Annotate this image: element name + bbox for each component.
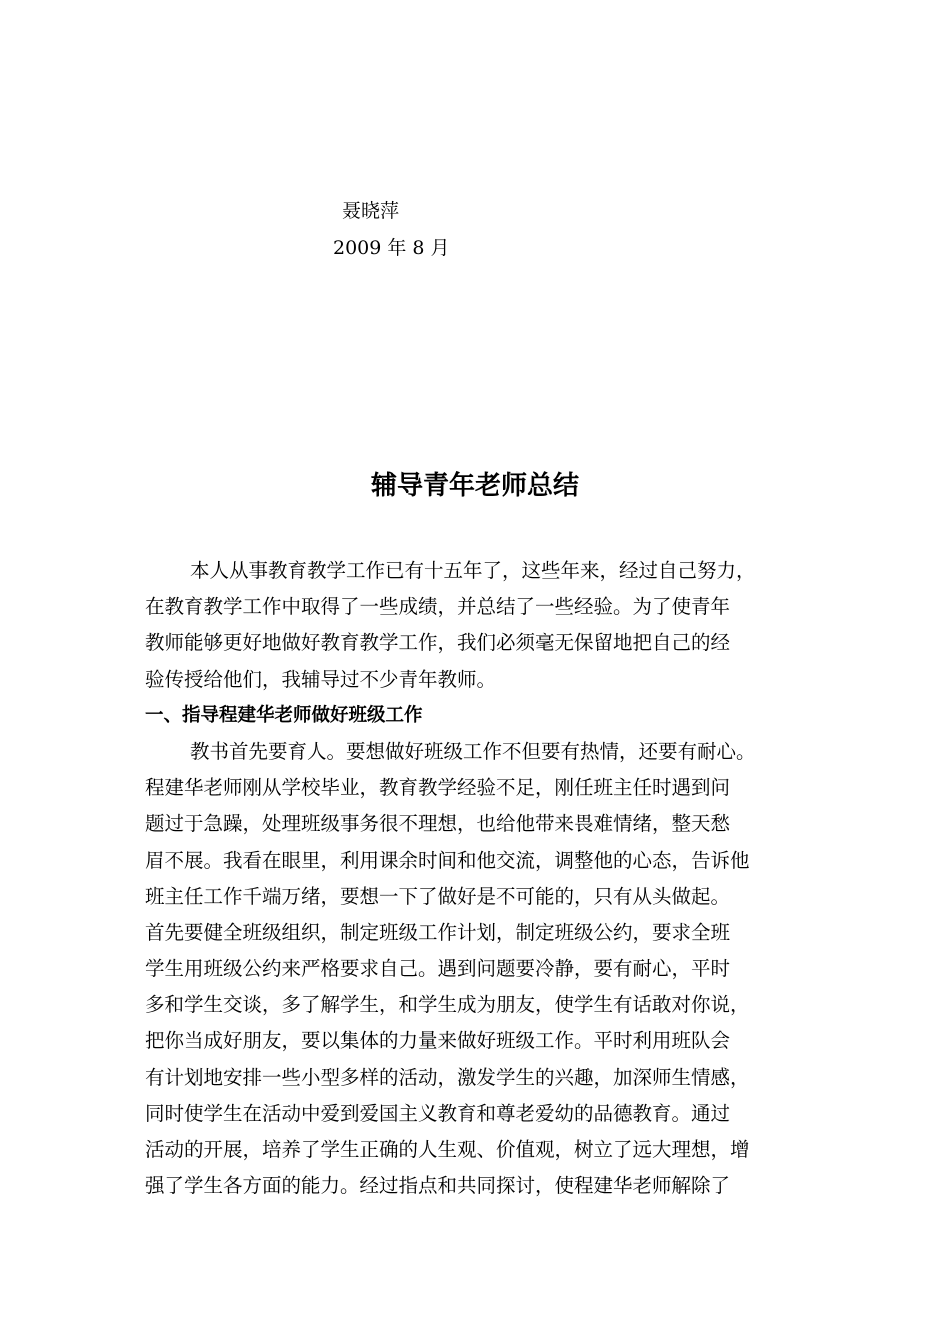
paragraph-line: 眉不展。我看在眼里，利用课余时间和他交流，调整他的心态，告诉他 bbox=[145, 848, 750, 872]
document-title: 辅导青年老师总结 bbox=[370, 471, 579, 501]
section-heading: 一、指导程建华老师做好班级工作 bbox=[145, 704, 423, 726]
document-date: 2009 年 8 月 bbox=[333, 237, 450, 259]
paragraph-line: 教师能够更好地做好教育教学工作，我们必须毫无保留地把自己的经 bbox=[145, 631, 731, 655]
paragraph-line: 同时使学生在活动中爱到爱国主义教育和尊老爱幼的品德教育。通过 bbox=[145, 1101, 731, 1125]
paragraph-line: 教书首先要育人。要想做好班级工作不但要有热情，还要有耐心。 bbox=[190, 739, 756, 763]
paragraph-line: 验传授给他们，我辅导过不少青年教师。 bbox=[145, 667, 497, 691]
paragraph-line: 在教育教学工作中取得了一些成绩，并总结了一些经验。为了使青年 bbox=[145, 595, 731, 619]
paragraph-line: 本人从事教育教学工作已有十五年了，这些年来，经过自己努力， bbox=[190, 559, 756, 582]
document-body bbox=[145, 553, 825, 1204]
paragraph-line: 题过于急躁，处理班级事务很不理想，也给他带来畏难情绪，整天愁 bbox=[145, 812, 731, 836]
paragraph-line: 班主任工作千端万绪，要想一下了做好是不可能的，只有从头做起。 bbox=[145, 884, 731, 908]
paragraph-line: 有计划地安排一些小型多样的活动，激发学生的兴趣，加深师生情感， bbox=[145, 1065, 750, 1089]
paragraph-line: 程建华老师刚从学校毕业，教育教学经验不足，刚任班主任时遇到问 bbox=[145, 776, 731, 800]
paragraph-line: 学生用班级公约来严格要求自己。遇到问题要冷静，要有耐心，平时 bbox=[145, 957, 731, 981]
paragraph-line: 强了学生各方面的能力。经过指点和共同探讨，使程建华老师解除了 bbox=[145, 1174, 731, 1198]
paragraph-line: 首先要健全班级组织，制定班级工作计划，制定班级公约，要求全班 bbox=[145, 920, 731, 944]
paragraph-line: 多和学生交谈，多了解学生，和学生成为朋友，使学生有话敢对你说， bbox=[145, 993, 750, 1017]
author-name: 聂晓萍 bbox=[342, 200, 400, 222]
paragraph-line: 活动的开展，培养了学生正确的人生观、价值观，树立了远大理想，增 bbox=[145, 1138, 750, 1161]
paragraph-line: 把你当成好朋友，要以集体的力量来做好班级工作。平时利用班队会 bbox=[145, 1029, 731, 1053]
